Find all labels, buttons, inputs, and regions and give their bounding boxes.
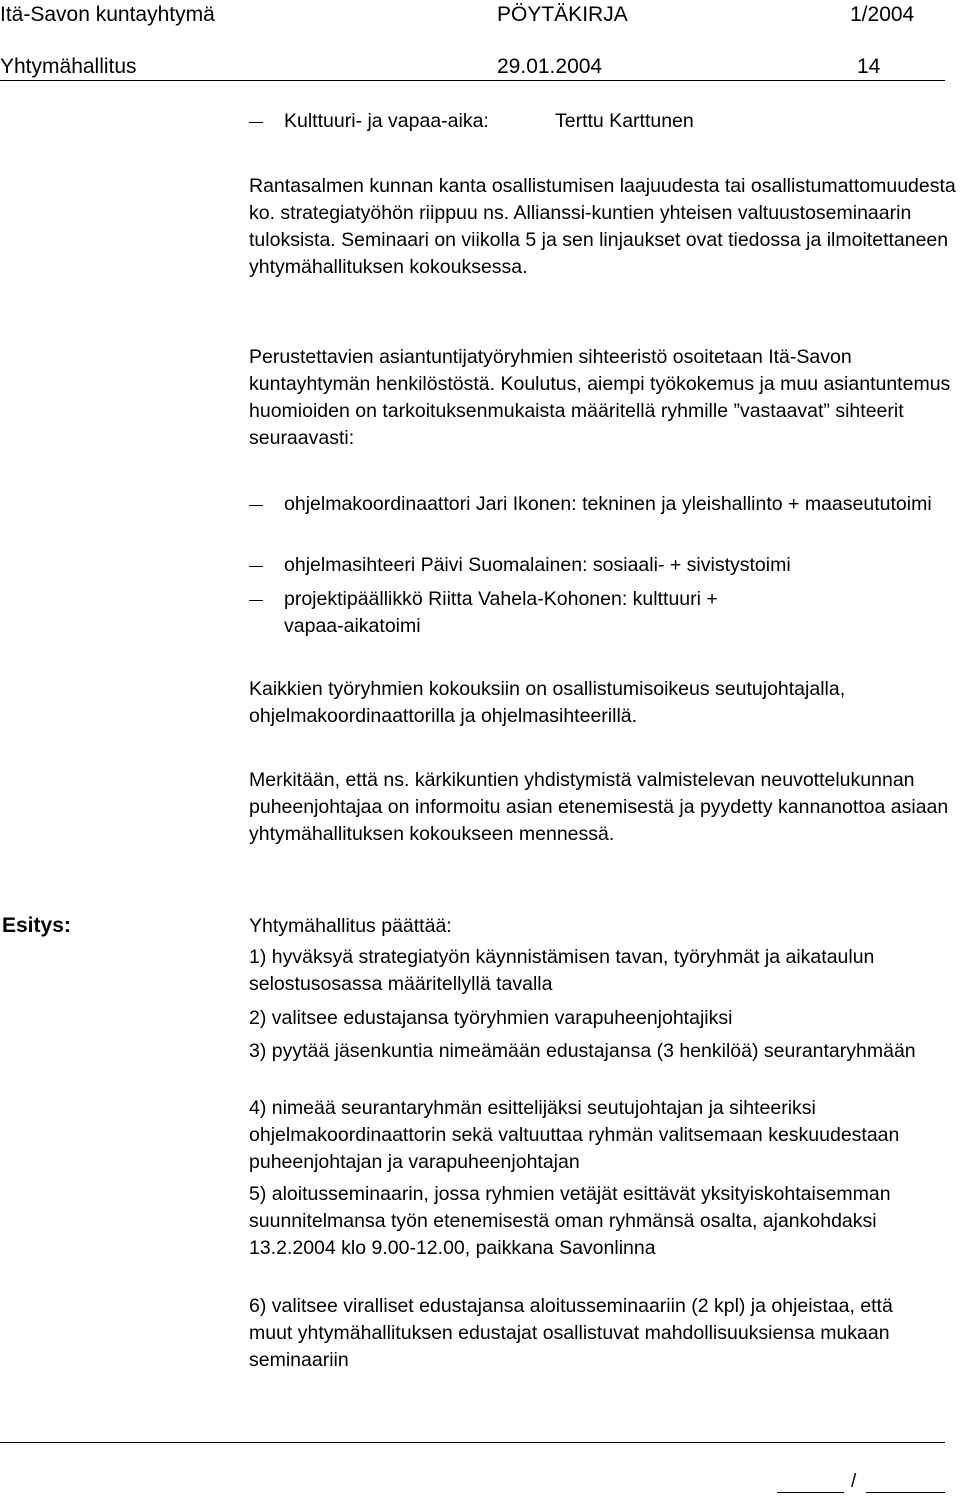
proposal-label: Esitys: (2, 914, 71, 937)
bullet-dash (249, 600, 263, 601)
header-rule (0, 80, 945, 81)
header-org: Itä-Savon kuntayhtymä (0, 3, 215, 26)
secretary-item: ohjelmakoordinaattori Jari Ikonen: tekninen ja yleishallinto + maaseututoimi (284, 493, 932, 515)
header-date: 29.01.2004 (497, 55, 603, 78)
signature-separator: / (851, 1471, 857, 1492)
proposal-item: 5) aloitusseminaarin, jossa ryhmien vetäjät esittävät yksityiskohtaisemman suunnitelmansa työn etenemisestä oman ryhmänsä osalta, ajankohdaksi 13.2.2004 klo 9.00-12.00, paikkana Savonlinna (249, 1183, 891, 1259)
header-doc-type: PÖYTÄKIRJA (497, 3, 628, 26)
paragraph-rantasalmi: Rantasalmen kunnan kanta osallistumisen laajuudesta tai osallistumattomuudesta ko. strategiatyöhön riippuu ns. Allianssi-kuntien yhteisen valtuustoseminaarin tuloksista. Seminaari on viikolla 5 ja sen linjaukset ovat tiedossa ja ilmoitettaneen yhtymähallituksen kokouksessa. (249, 175, 956, 278)
paragraph-notification: Merkitään, että ns. kärkikuntien yhdistymistä valmistelevan neuvottelukunnan puheenjohtajaa on informoitu asian etenemisestä ja pyydetty kannanottoa asiaan yhtymähallituksen kokoukseen mennessä. (249, 769, 949, 845)
proposal-item: 2) valitsee edustajansa työryhmien varapuheenjohtajiksi (249, 1007, 733, 1029)
signature-line (777, 1492, 844, 1493)
header-page-number: 14 (857, 55, 881, 78)
proposal-intro: Yhtymähallitus päättää: (249, 915, 452, 937)
culture-label: Kulttuuri- ja vapaa-aika: (284, 110, 489, 132)
proposal-item: 3) pyytää jäsenkuntia nimeämään edustajansa (3 henkilöä) seurantaryhmään (249, 1040, 916, 1062)
paragraph-secretariat: Perustettavien asiantuntijatyöryhmien sihteeristö osoitetaan Itä-Savon kuntayhtymän henkilöstöstä. Koulutus, aiempi työkokemus ja muu asiantuntemus huomioiden on tarkoituksenmukaista määritellä ryhmille ”vastaavat” sihteerit seuraavasti: (249, 346, 951, 449)
proposal-item: 6) valitsee viralliset edustajansa aloitusseminaariin (2 kpl) ja ohjeistaa, että muut yhtymähallituksen edustajat osallistuvat mahdollisuuksiensa mukaan seminaariin (249, 1295, 893, 1371)
paragraph-participation: Kaikkien työryhmien kokouksiin on osallistumisoikeus seutujohtajalla, ohjelmakoordinaattorilla ja ohjelmasihteerillä. (249, 678, 846, 727)
secretary-item: ohjelmasihteeri Päivi Suomalainen: sosiaali- + sivistystoimi (284, 554, 791, 576)
bullet-dash (249, 566, 263, 567)
signature-line (866, 1492, 945, 1493)
header-doc-number: 1/2004 (850, 3, 915, 26)
footer-rule (0, 1442, 945, 1443)
header-body: Yhtymähallitus (0, 55, 137, 78)
proposal-item: 1) hyväksyä strategiatyön käynnistämisen tavan, työryhmät ja aikataulun selostusosassa määritellyllä tavalla (249, 946, 875, 995)
culture-person: Terttu Karttunen (555, 110, 694, 132)
proposal-item: 4) nimeää seurantaryhmän esittelijäksi seutujohtajan ja sihteeriksi ohjelmakoordinaattorin sekä valtuuttaa ryhmän valitsemaan keskuudestaan puheenjohtajan ja varapuheenjohtajan (249, 1097, 900, 1173)
bullet-dash (249, 505, 263, 506)
bullet-dash (249, 122, 263, 123)
secretary-item: projektipäällikkö Riitta Vahela-Kohonen: kulttuuri + vapaa-aikatoimi (284, 588, 718, 637)
